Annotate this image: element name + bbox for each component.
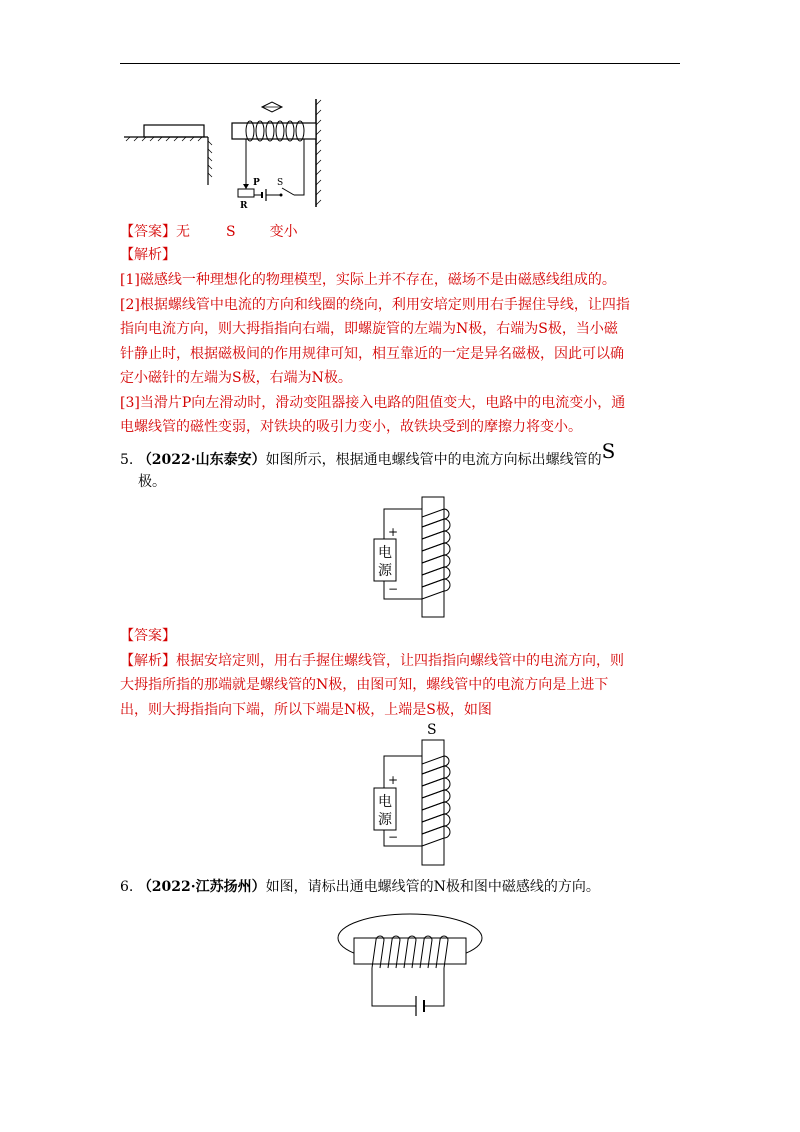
q6-number: 6. — [120, 879, 134, 895]
answer-blank3: 变小 — [269, 224, 298, 240]
analysis-line-4: 针静止时，根据磁极间的作用规律可知，相互靠近的一定是异名磁极，因此可以确 — [120, 346, 624, 362]
q6-question — [120, 877, 600, 897]
q5-source-char2: 源 — [378, 563, 392, 579]
analysis-line-1: [1]磁感线一种理想化的物理模型，实际上并不存在，磁场不是由磁感线组成的。 — [120, 272, 616, 288]
q5-analysis-line-3: 出，则大拇指指向下端，所以下端是N极，上端是S极，如图 — [120, 702, 492, 718]
q5-text: 如图所示，根据通电螺线管中的电流方向标出螺线管的 — [265, 452, 602, 468]
q5-question — [120, 439, 616, 470]
q6-source: （2022·江苏扬州） — [137, 879, 266, 895]
q5-minus: − — [388, 582, 399, 596]
q4-answer-line — [120, 222, 298, 242]
q5-answer-tag: 【答案】 — [120, 628, 176, 644]
q5-big-s: S — [601, 439, 616, 463]
q6-solenoid-figure — [330, 910, 490, 1025]
analysis-line-3: 指向电流方向，则大拇指指向右端，即螺旋管的左端为N极，右端为S极，当小磁 — [120, 321, 618, 337]
answer-source-char2: 源 — [378, 812, 392, 828]
label-p: P — [253, 178, 260, 188]
electromagnet-figure — [120, 95, 330, 215]
label-r: R — [240, 201, 248, 211]
q5-analysis-text-1: 根据安培定则，用右手握住螺线管，让四指指向螺线管中的电流方向，则 — [176, 653, 624, 669]
q5-solenoid-figure — [370, 495, 460, 620]
answer-pole-s: S — [427, 722, 437, 738]
answer-minus: − — [388, 830, 399, 844]
q5-analysis-line-1 — [120, 651, 624, 671]
q5-analysis-line-2: 大拇指所指的那端就是螺线管的N极，由图可知，螺线管中的电流方向是上进下 — [120, 677, 609, 693]
answer-blank1: 无 — [176, 224, 190, 240]
q4-analysis-tag: 【解析】 — [120, 247, 176, 263]
q5-answer-figure — [370, 720, 460, 870]
q5-source-char1: 电 — [378, 545, 392, 561]
answer-source-char1: 电 — [378, 794, 392, 810]
answer-plus: + — [388, 773, 399, 787]
q5-plus: + — [388, 525, 399, 539]
analysis-line-7: 电螺线管的磁性变弱，对铁块的吸引力变小，故铁块受到的摩擦力将变小。 — [120, 419, 582, 435]
label-s: S — [277, 178, 284, 188]
analysis-line-2: [2]根据螺线管中电流的方向和线圈的绕向，利用安培定则用右手握住导线，让四指 — [120, 297, 630, 313]
header-rule — [120, 63, 680, 64]
q5-number: 5. — [120, 452, 134, 468]
q5-analysis-tag: 【解析】 — [120, 653, 176, 669]
q5-cont: 极。 — [138, 474, 166, 490]
analysis-line-5: 定小磁针的左端为S极，右端为N极。 — [120, 370, 352, 386]
answer-tag: 【答案】 — [120, 224, 176, 240]
q5-source: （2022·山东泰安） — [137, 452, 266, 468]
q6-text: 如图，请标出通电螺线管的N极和图中磁感线的方向。 — [265, 879, 600, 895]
answer-blank2: S — [226, 224, 236, 240]
analysis-line-6: [3]当滑片P向左滑动时，滑动变阻器接入电路的阻值变大，电路中的电流变小，通 — [120, 395, 626, 411]
